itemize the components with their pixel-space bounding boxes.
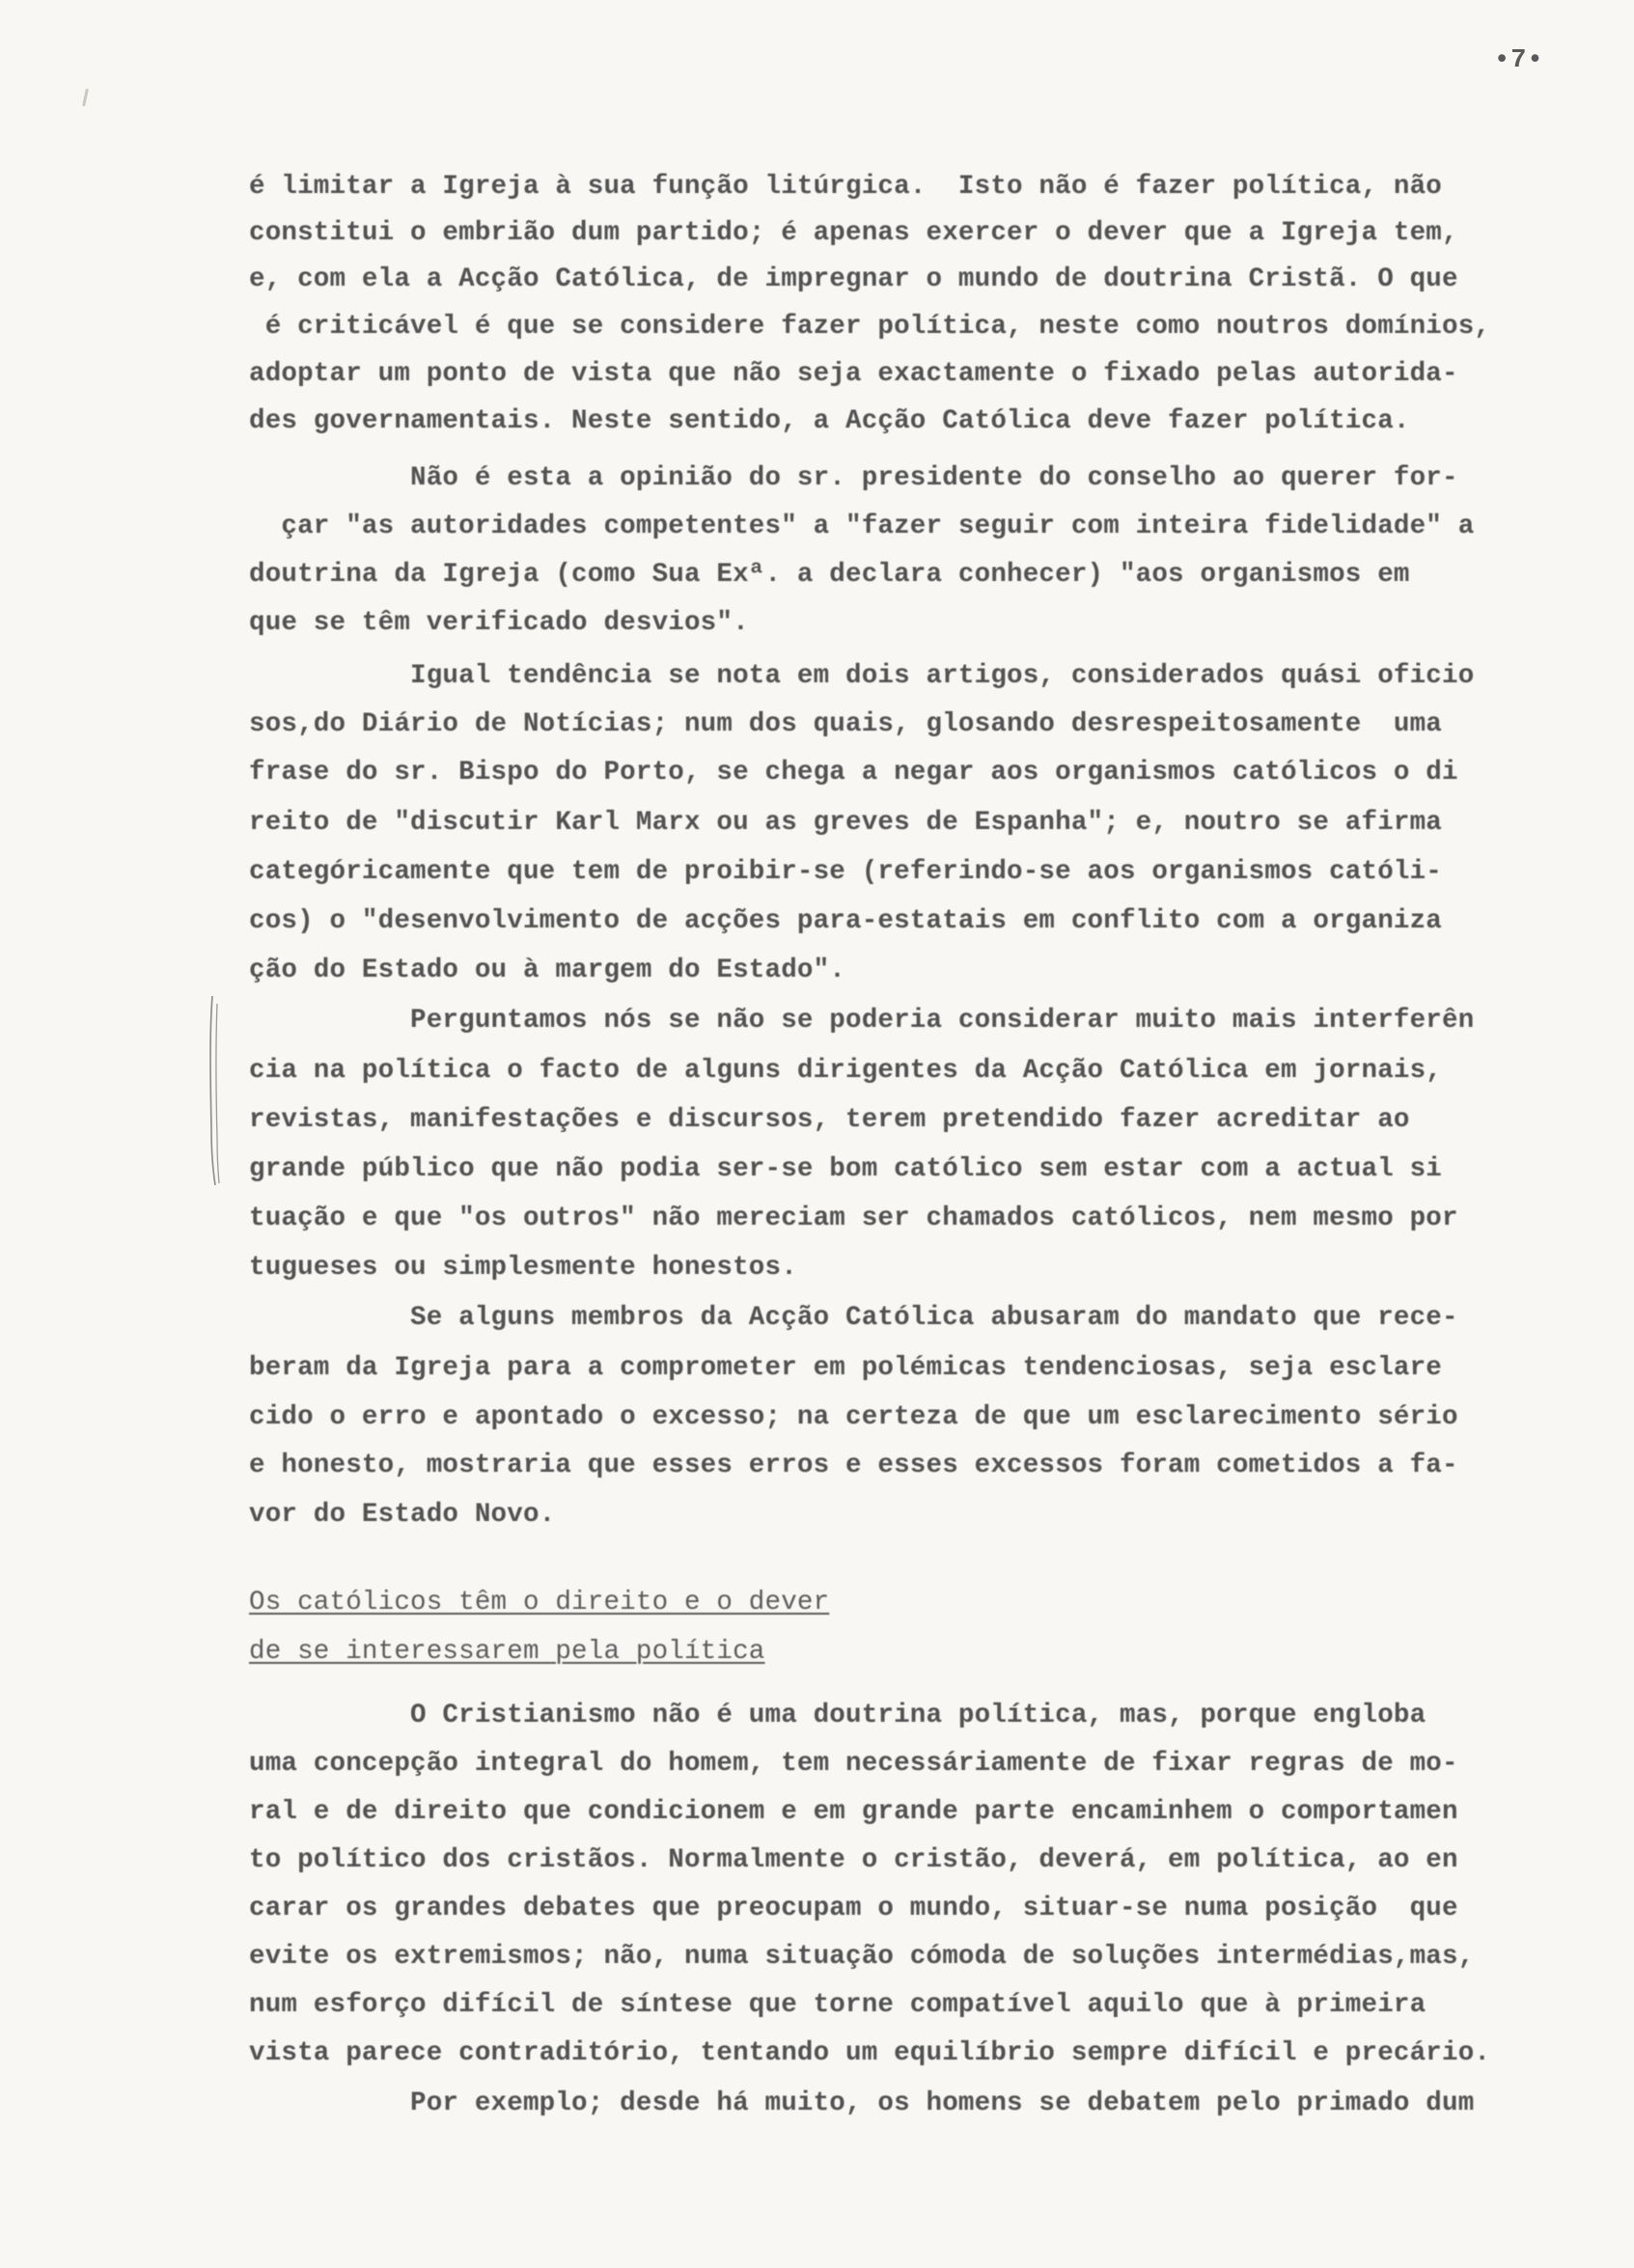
text-line-22: tuação e que "os outros" não mereciam ser chamados católicos, nem mesmo por	[249, 1203, 1458, 1233]
text-line-17: ção do Estado ou à margem do Estado".	[249, 955, 845, 985]
text-line-31: ral e de direito que condicionem e em grande parte encaminhem o comportamen	[249, 1797, 1458, 1827]
text-line-23: tugueses ou simplesmente honestos.	[249, 1253, 797, 1283]
text-line-6: des governamentais. Neste sentido, a Acção Católica deve fazer política.	[249, 406, 1410, 436]
text-line-18: Perguntamos nós se não se poderia considerar muito mais interferên	[249, 1006, 1475, 1036]
text-line-10: que se têm verificado desvios".	[249, 608, 749, 638]
text-line-36: vista parece contraditório, tentando um equilíbrio sempre difícil e precário.	[249, 2038, 1491, 2068]
section-heading-line-2: de se interessarem pela política	[249, 1637, 765, 1667]
text-line-24: Se alguns membros da Acção Católica abusaram do mandato que rece-	[249, 1303, 1458, 1333]
margin-pencil-mark	[207, 994, 222, 1187]
page-number: •7•	[1494, 46, 1544, 75]
text-line-20: revistas, manifestações e discursos, terem pretendido fazer acreditar ao	[249, 1105, 1410, 1135]
text-line-28: vor do Estado Novo.	[249, 1500, 556, 1530]
text-line-2: constitui o embrião dum partido; é apenas exercer o dever que a Igreja tem,	[249, 218, 1458, 248]
text-line-30: uma concepção integral do homem, tem necessáriamente de fixar regras de mo-	[249, 1749, 1458, 1779]
text-line-27: e honesto, mostraria que esses erros e esses excessos foram cometidos a fa-	[249, 1451, 1458, 1480]
text-line-9: doutrina da Igreja (como Sua Exª. a declara conhecer) "aos organismos em	[249, 560, 1410, 590]
text-line-4: é criticável é que se considere fazer política, neste como noutros domínios,	[249, 312, 1491, 342]
text-line-15: categóricamente que tem de proibir-se (referindo-se aos organismos católi-	[249, 857, 1442, 887]
text-line-29: O Cristianismo não é uma doutrina política, mas, porque engloba	[249, 1701, 1426, 1730]
text-line-35: num esforço difícil de síntese que torne compatível aquilo que à primeira	[249, 1990, 1426, 2020]
text-line-33: carar os grandes debates que preocupam o mundo, situar-se numa posição que	[249, 1894, 1458, 1923]
text-line-8: çar "as autoridades competentes" a "fazer seguir com inteira fidelidade" a	[249, 512, 1475, 541]
text-line-25: beram da Igreja para a comprometer em polémicas tendenciosas, seja esclare	[249, 1353, 1442, 1383]
text-line-32: to político dos cristãos. Normalmente o cristão, deverá, em política, ao en	[249, 1845, 1458, 1875]
text-line-13: frase do sr. Bispo do Porto, se chega a negar aos organismos católicos o di	[249, 758, 1458, 788]
text-line-34: evite os extremismos; não, numa situação cómoda de soluções intermédias,mas,	[249, 1942, 1475, 1972]
text-line-26: cido o erro e apontado o excesso; na certeza de que um esclarecimento sério	[249, 1402, 1458, 1432]
text-line-3: e, com ela a Acção Católica, de impregnar o mundo de doutrina Cristã. O que	[249, 264, 1458, 294]
text-line-7: Não é esta a opinião do sr. presidente do conselho ao querer for-	[249, 463, 1458, 493]
section-heading-line-1: Os católicos têm o direito e o dever	[249, 1588, 830, 1618]
text-line-21: grande público que não podia ser-se bom católico sem estar com a actual si	[249, 1154, 1442, 1184]
text-line-12: sos,do Diário de Notícias; num dos quais, glosando desrespeitosamente uma	[249, 709, 1442, 739]
text-line-1: é limitar a Igreja à sua função litúrgica. Isto não é fazer política, não	[249, 172, 1442, 202]
text-line-16: cos) o "desenvolvimento de acções para-estatais em conflito com a organiza	[249, 906, 1442, 936]
text-line-19: cia na política o facto de alguns dirigentes da Acção Católica em jornais,	[249, 1056, 1442, 1086]
text-line-5: adoptar um ponto de vista que não seja exactamente o fixado pelas autorida-	[249, 359, 1458, 389]
text-line-37: Por exemplo; desde há muito, os homens se debatem pelo primado dum	[249, 2088, 1475, 2118]
margin-speck	[82, 89, 89, 106]
text-line-14: reito de "discutir Karl Marx ou as greves de Espanha"; e, noutro se afirma	[249, 808, 1442, 838]
text-line-11: Igual tendência se nota em dois artigos, considerados quási oficio	[249, 661, 1475, 691]
